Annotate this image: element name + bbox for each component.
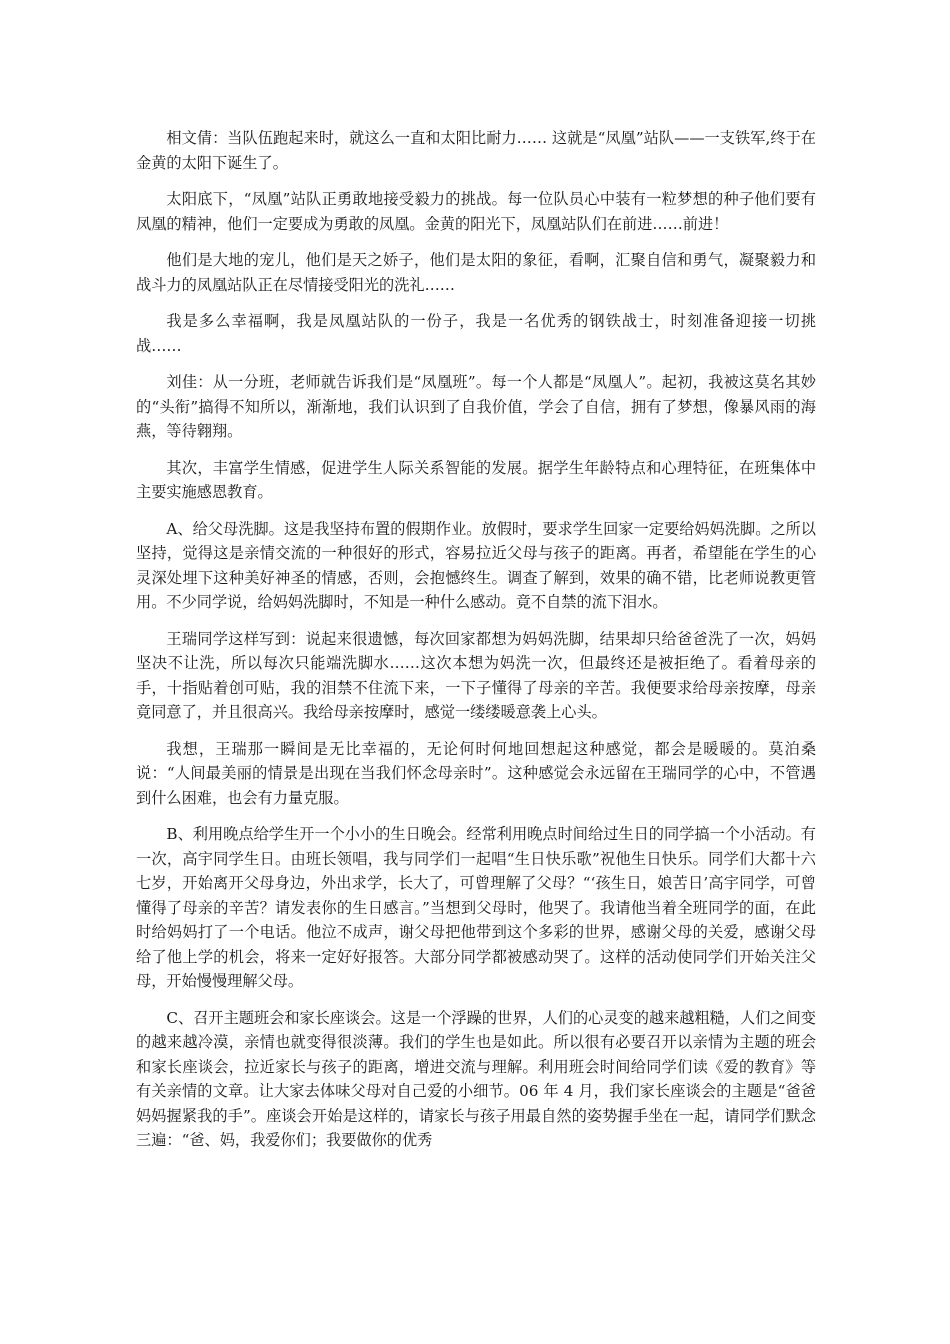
document-body <box>136 126 816 1165</box>
paragraph-11: C、召开主题班会和家长座谈会。这是一个浮躁的世界，人们的心灵变的越来越粗糙，人们之间变的越来越冷漠，亲情也就变得很淡薄。我们的学生也是如此。所以很有必要召开以亲情为主题的班会和家长座谈会，拉近家长与孩子的距离，增进交流与理解。利用班会时间给同学们读《爱的教育》等有关亲情的文章。让大家去体味父母对自己爱的小细节。06 年 4 月，我们家长座谈会的主题是“爸爸妈妈握紧我的手”。座谈会开始是这样的，请家长与孩子用最自然的姿势握手坐在一起，请同学们默念三遍：“爸、妈，我爱你们；我要做你的优秀 <box>136 1008 816 1149</box>
paragraph-9: 我想，王瑞那一瞬间是无比幸福的，无论何时何地回想起这种感觉，都会是暖暖的。莫泊桑说：“人间最美丽的情景是出现在当我们怀念母亲时”。这种感觉会永远留在王瑞同学的心中，不管遇到什么困难，也会有力量克服。 <box>136 739 816 807</box>
paragraph-6: 其次，丰富学生情感，促进学生人际关系智能的发展。据学生年龄特点和心理特征，在班集体中主要实施感恩教育。 <box>136 458 816 501</box>
paragraph-10: B、利用晚点给学生开一个小小的生日晚会。经常利用晚点时间给过生日的同学搞一个小活动。有一次，高宇同学生日。由班长领唱，我与同学们一起唱“生日快乐歌”祝他生日快乐。同学们大都十六七岁，开始离开父母身边，外出求学，长大了，可曾理解了父母？“‘孩生日，娘苦日’高宇同学，可曾懂得了母亲的辛苦？请发表你的生日感言。”当想到父母时，他哭了。我请他当着全班同学的面，在此时给妈妈打了一个电话。他泣不成声，谢父母把他带到这个多彩的世界，感谢父母的关爱，感谢父母给了他上学的机会，将来一定好好报答。大部分同学都被感动哭了。这样的活动使同学们开始关注父母，开始慢慢理解父母。 <box>136 825 816 990</box>
paragraph-5: 刘佳：从一分班，老师就告诉我们是“凤凰班”。每一个人都是“凤凰人”。起初，我被这莫名其妙的“头衔”搞得不知所以，渐渐地，我们认识到了自我价值，学会了自信，拥有了梦想，像暴风雨的海燕，等待翱翔。 <box>136 373 816 440</box>
paragraph-2: 太阳底下，“凤凰”站队正勇敢地接受毅力的挑战。每一位队员心中装有一粒梦想的种子他们要有凤凰的精神，他们一定要成为勇敢的凤凰。金黄的阳光下，凤凰站队们在前进……前进！ <box>136 190 816 233</box>
paragraph-3: 他们是大地的宠儿，他们是天之娇子，他们是太阳的象征，看啊，汇聚自信和勇气，凝聚毅力和战斗力的凤凰站队正在尽情接受阳光的洗礼…… <box>136 251 816 294</box>
paragraph-1: 相文倩：当队伍跑起来时，就这么一直和太阳比耐力…… 这就是“凤凰”站队——一支铁军,终于在金黄的太阳下诞生了。 <box>136 129 816 172</box>
paragraph-8: 王瑞同学这样写到：说起来很遗憾，每次回家都想为妈妈洗脚，结果却只给爸爸洗了一次，妈妈坚决不让洗，所以每次只能端洗脚水……这次本想为妈洗一次，但最终还是被拒绝了。看着母亲的手，十指贴着创可贴，我的泪禁不住流下来，一下子懂得了母亲的辛苦。我便要求给母亲按摩，母亲竟同意了，并且很高兴。我给母亲按摩时，感觉一缕缕暖意袭上心头。 <box>136 629 816 721</box>
paragraph-4: 我是多么幸福啊，我是凤凰站队的一份子，我是一名优秀的钢铁战士，时刻准备迎接一切挑战…… <box>136 312 816 355</box>
paragraph-7: A、给父母洗脚。这是我坚持布置的假期作业。放假时，要求学生回家一定要给妈妈洗脚。之所以坚持，觉得这是亲情交流的一种很好的形式，容易拉近父母与孩子的距离。再者，希望能在学生的心灵深处埋下这种美好神圣的情感，否则，会抱憾终生。调查了解到，效果的确不错，比老师说教更管用。不少同学说，给妈妈洗脚时，不知是一种什么感动。竟不自禁的流下泪水。 <box>136 519 816 611</box>
